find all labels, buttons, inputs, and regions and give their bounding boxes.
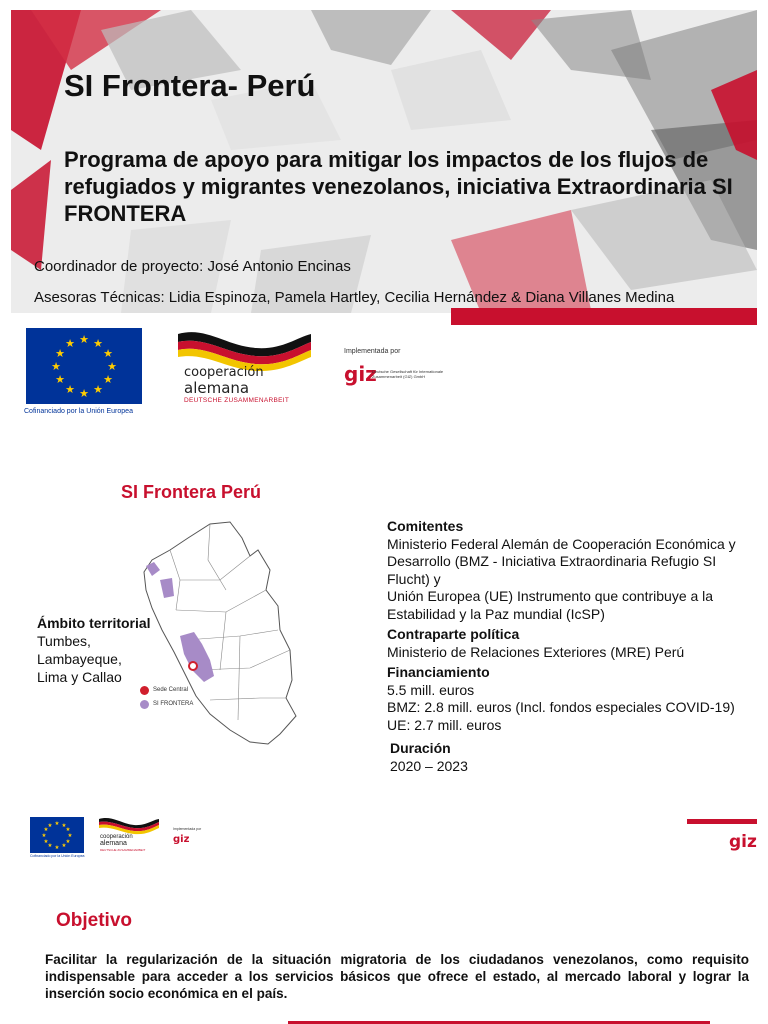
comitentes-line: Ministerio Federal Alemán de Cooperación Económica y xyxy=(387,535,736,552)
svg-text:★: ★ xyxy=(55,347,65,360)
peru-map xyxy=(130,520,300,748)
comitentes-heading: Comitentes xyxy=(387,518,464,534)
giz-footer-logo: giz xyxy=(729,832,757,852)
giz-subtext: Deutsche Gesellschaft für Internationale Zusammenarbeit (GIZ) GmbH xyxy=(372,369,444,379)
svg-text:★: ★ xyxy=(93,337,103,350)
svg-text:★: ★ xyxy=(103,347,113,360)
partner-logos xyxy=(24,326,444,421)
comitentes-line: Unión Europea (UE) Instrumento que contribuye a la xyxy=(387,588,714,604)
eu-stars-small-icon xyxy=(30,817,84,853)
partner-logos-small xyxy=(30,815,230,860)
giz-wordmark-small: giz xyxy=(173,834,190,845)
title-banner xyxy=(11,10,757,313)
eu-stars-icon xyxy=(26,328,142,404)
implemented-by-small: Implementada por xyxy=(173,827,202,831)
coordinator-line: Coordinador de proyecto: José Antonio Encinas xyxy=(34,258,351,275)
eu-caption-small: Cofinanciado por la Unión Europea xyxy=(30,854,85,858)
cooperacion-alemana-logo xyxy=(176,326,316,411)
coop-word1-small: cooperación xyxy=(100,834,133,840)
coop-word1: cooperación xyxy=(184,365,264,380)
svg-text:★: ★ xyxy=(54,845,60,851)
eu-caption: Cofinanciado por la Unión Europea xyxy=(24,408,133,415)
eu-flag-logo xyxy=(26,328,142,404)
coop-word2: alemana xyxy=(184,379,250,397)
objetivo-title: Objetivo xyxy=(56,910,133,931)
giz-wordmark: giz xyxy=(344,362,377,386)
svg-text:★: ★ xyxy=(65,383,75,396)
svg-text:★: ★ xyxy=(47,843,53,849)
map-title: SI Frontera Perú xyxy=(121,482,262,502)
ambito-line: Lambayeque, xyxy=(37,651,122,667)
financiamiento-line: UE: 2.7 mill. euros xyxy=(387,716,502,733)
svg-text:★: ★ xyxy=(107,360,117,373)
legend-sede-label: Sede Central xyxy=(153,687,189,693)
svg-text:★: ★ xyxy=(65,839,71,845)
contraparte-text: Ministerio de Relaciones Exteriores (MRE) Perú xyxy=(387,643,685,660)
svg-text:★: ★ xyxy=(65,827,71,833)
legend-si-dot xyxy=(140,700,149,709)
financiamiento-line: BMZ: 2.8 mill. euros (Incl. fondos especiales COVID-19) xyxy=(387,699,735,715)
main-title: SI Frontera- Perú xyxy=(64,68,316,103)
legend-sede-dot xyxy=(140,686,149,695)
coop-word2-small: alemana xyxy=(100,840,127,847)
svg-text:★: ★ xyxy=(47,823,53,829)
comitentes-section xyxy=(387,518,757,623)
svg-text:★: ★ xyxy=(61,843,67,849)
comitentes-line: Desarrollo (BMZ - Iniciativa Extraordinaria Refugio SI xyxy=(387,553,717,569)
ambito-heading: Ámbito territorial xyxy=(37,615,151,631)
accent-bar xyxy=(451,308,757,325)
svg-text:★: ★ xyxy=(79,387,89,400)
svg-text:★: ★ xyxy=(93,383,103,396)
financiamiento-line: 5.5 mill. euros xyxy=(387,681,475,698)
german-flag-wave-small-icon xyxy=(98,815,160,835)
contraparte-heading: Contraparte política xyxy=(387,626,520,642)
comitentes-line: Flucht) y xyxy=(387,570,441,587)
financiamiento-heading: Financiamiento xyxy=(387,664,490,680)
implemented-by-label: Implementada por xyxy=(344,348,401,355)
legend-si-label: SI FRONTERA xyxy=(153,701,194,707)
svg-text:★: ★ xyxy=(43,827,49,833)
svg-text:★: ★ xyxy=(79,333,89,346)
contraparte-section xyxy=(387,626,757,661)
objetivo-text: Facilitar la regularización de la situación migratoria de los ciudadanos venezolanos, como requisito indispensable para acceder a los servicios básicos que ofrece el estado, al mercado laboral y lograr la inserción socio económica en el país. xyxy=(45,952,749,1001)
svg-text:★: ★ xyxy=(54,821,60,827)
footer-accent-line xyxy=(687,819,757,824)
duracion-text: 2020 – 2023 xyxy=(390,757,468,774)
comitentes-line: Estabilidad y la Paz mundial (IcSP) xyxy=(387,605,605,622)
svg-text:★: ★ xyxy=(61,823,67,829)
subtitle: Programa de apoyo para mitigar los impactos de los flujos de refugiados y migrantes venezolanos, iniciativa Extraordinaria SI FRONTERA xyxy=(64,147,733,226)
ambito-line: Tumbes, xyxy=(37,633,91,649)
ambito-line: Lima y Callao xyxy=(37,669,122,685)
duracion-section xyxy=(387,740,757,775)
financiamiento-section xyxy=(387,664,757,734)
advisors-line: Asesoras Técnicas: Lidia Espinoza, Pamela Hartley, Cecilia Hernández & Diana Villanes Medina xyxy=(34,289,675,306)
svg-text:★: ★ xyxy=(67,833,73,839)
svg-text:★: ★ xyxy=(43,839,49,845)
eu-flag-logo-small xyxy=(30,817,84,853)
duracion-heading: Duración xyxy=(390,740,451,756)
ambito-territorial xyxy=(37,614,151,686)
svg-text:★: ★ xyxy=(103,373,113,386)
svg-text:★: ★ xyxy=(55,373,65,386)
svg-text:★: ★ xyxy=(65,337,75,350)
svg-text:★: ★ xyxy=(51,360,61,373)
project-info xyxy=(387,518,757,778)
giz-logo xyxy=(342,348,452,408)
svg-text:★: ★ xyxy=(41,833,47,839)
coop-word3-small: DEUTSCHE ZUSAMMENARBEIT xyxy=(100,848,146,852)
coop-word3: DEUTSCHE ZUSAMMENARBEIT xyxy=(184,397,290,404)
